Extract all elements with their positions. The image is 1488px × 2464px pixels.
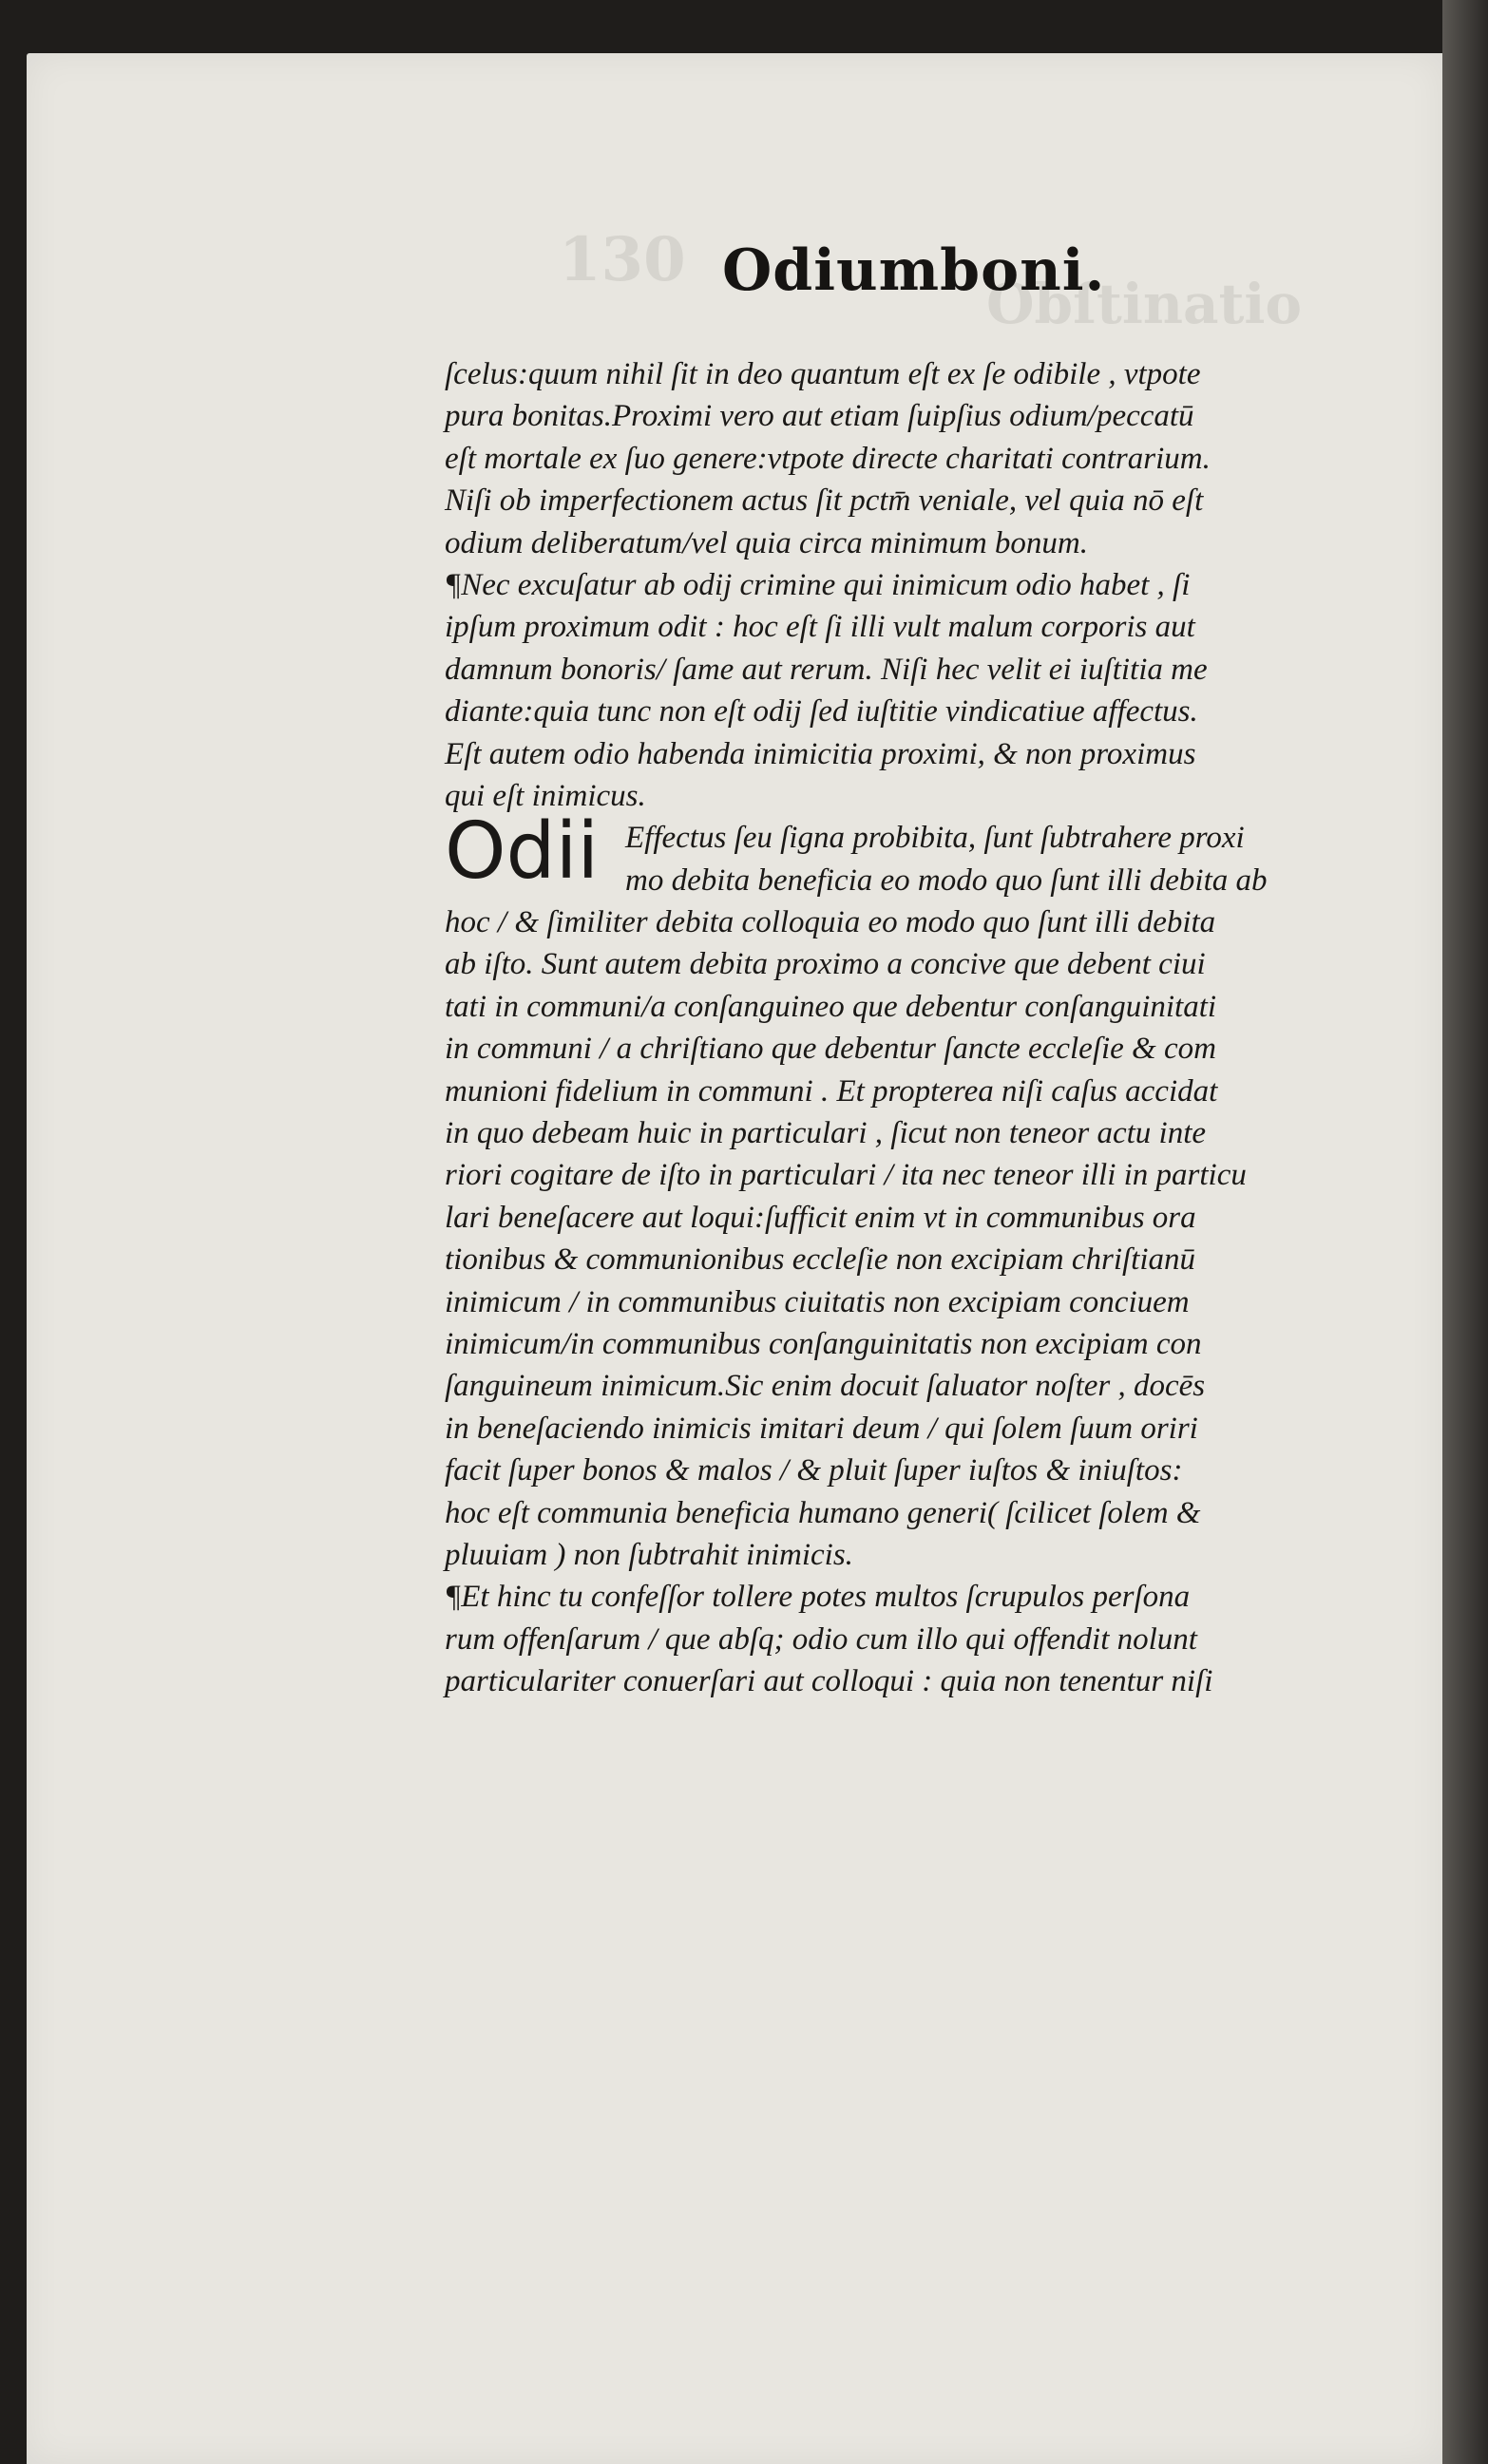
- text-line: in quo debeam huic in particulari , ſicut non teneor actu inte: [445, 1116, 1207, 1151]
- text-line: eſt mortale ex ſuo genere:vtpote directe charitati contrarium.: [445, 441, 1211, 476]
- text-line: ſcelus:quum nihil ſit in deo quantum eſt ex ſe odibile , vtpote: [445, 357, 1201, 391]
- text-line: ſanguineum inimicum.Sic enim docuit ſaluator noſter , docēs: [445, 1369, 1206, 1404]
- text-line: ¶Et hinc tu confeſſor tollere potes multos ſcrupulos perſona: [445, 1580, 1191, 1615]
- text-line: hoc eſt communia beneficia humano generi( ſcilicet ſolem &: [445, 1495, 1201, 1530]
- text-line: Effectus ſeu ſigna probibita, ſunt ſubtrahere proxi: [625, 821, 1245, 856]
- text-line: munioni fidelium in communi . Et propterea niſi caſus accidat: [445, 1073, 1218, 1109]
- text-line: tati in communi/a conſanguineo que debentur conſanguinitati: [445, 989, 1217, 1024]
- text-line: hoc / & ſimiliter debita colloquia eo modo quo ſunt illi debita: [445, 905, 1216, 940]
- text-line: in beneſaciendo inimicis imitari deum / qui ſolem ſuum oriri: [445, 1411, 1198, 1446]
- bleed-through-text: Obſtinatio: [986, 272, 1303, 336]
- text-line: inimicum/in communibus conſanguinitatis non excipiam con: [445, 1327, 1202, 1361]
- decorated-initial: Odii: [445, 806, 600, 898]
- text-line: tionibus & communionibus eccleſie non excipiam chriſtianū: [445, 1242, 1196, 1278]
- text-line: pura bonitas.Proximi vero aut etiam ſuipſius odium/peccatū: [445, 399, 1194, 434]
- text-line: pluuiam ) non ſubtrahit inimicis.: [445, 1537, 853, 1572]
- text-line: ipſum proximum odit : hoc eſt ſi illi vult malum corporis aut: [445, 610, 1195, 645]
- text-line: inimicum / in communibus ciuitatis non excipiam conciuem: [445, 1284, 1190, 1319]
- text-line: particulariter conuerſari aut colloqui : quia non tenentur niſi: [445, 1664, 1213, 1699]
- main-text: [445, 353, 1421, 1703]
- text-line: mo debita beneficia eo modo quo ſunt illi debita ab: [625, 862, 1268, 898]
- paragraph-block: [445, 353, 1421, 817]
- initial-paragraph: [445, 806, 1421, 901]
- text-line: diante:quia tunc non eſt odij ſed iuſtitie vindicatiue affectus.: [445, 694, 1198, 730]
- text-line: Niſi ob imperfectionem actus ſit pctm̄ veniale, vel quia nō eſt: [445, 483, 1204, 519]
- text-line: ab iſto. Sunt autem debita proximo a concive que debent ciui: [445, 947, 1206, 982]
- book-edge: [1442, 0, 1488, 2464]
- text-line: rum offenſarum / que abſq; odio cum illo qui offendit nolunt: [445, 1621, 1197, 1657]
- text-line: Eſt autem odio habenda inimicitia proximi, & non proximus: [445, 736, 1196, 771]
- text-line: in communi / a chriſtiano que debentur ſancte eccleſie & com: [445, 1032, 1216, 1067]
- text-line: qui eſt inimicus.: [445, 778, 646, 813]
- text-line: riori cogitare de iſto in particulari / ita nec teneor illi in particu: [445, 1158, 1247, 1193]
- text-line: odium deliberatum/vel quia circa minimum bonum.: [445, 525, 1089, 560]
- text-line: lari beneſacere aut loqui:ſufficit enim vt in communibus ora: [445, 1200, 1196, 1235]
- text-line: ¶Nec excuſatur ab odij crimine qui inimicum odio habet , ſi: [445, 567, 1191, 602]
- text-line: facit ſuper bonos & malos / & pluit ſuper iuſtos & iniuſtos:: [445, 1453, 1183, 1488]
- paragraph-block: [445, 901, 1421, 1702]
- page-heading: Odiumboni.: [722, 237, 1106, 304]
- initial-lines: [625, 817, 1268, 901]
- text-line: damnum bonoris/ ſame aut rerum. Niſi hec velit ei iuſtitia me: [445, 652, 1208, 687]
- bleed-through-text: 130: [559, 224, 686, 295]
